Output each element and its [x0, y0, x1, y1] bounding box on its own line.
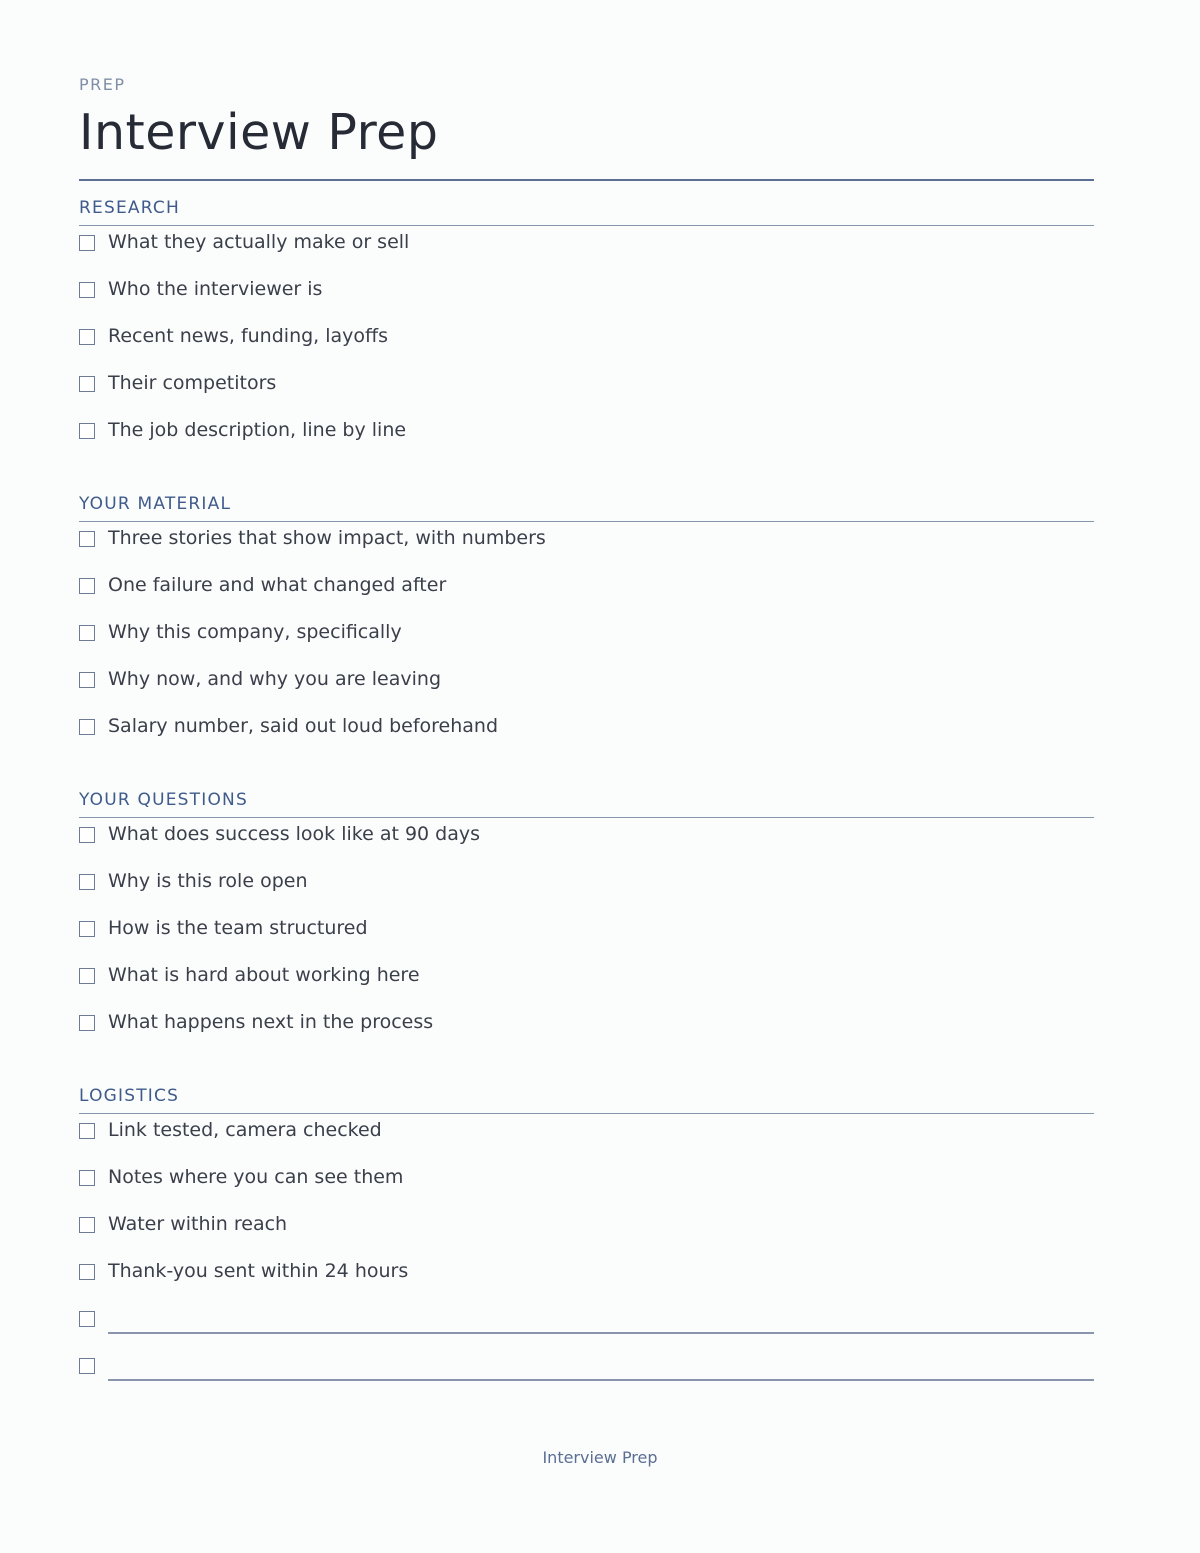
checklist-item-label: What does success look like at 90 days: [108, 823, 481, 845]
checklist-item: [79, 1208, 1094, 1255]
checklist-item-label: The job description, line by line: [108, 419, 407, 441]
title-divider: [79, 179, 1094, 181]
checklist-item-label: Their competitors: [108, 372, 277, 394]
checkbox[interactable]: [79, 672, 95, 688]
checklist-item-label: Water within reach: [108, 1213, 288, 1235]
checkbox[interactable]: [79, 921, 95, 937]
section-header: [79, 198, 1094, 226]
section-title: YOUR QUESTIONS: [79, 790, 248, 810]
section-header: [79, 494, 1094, 522]
section-title: YOUR MATERIAL: [79, 494, 232, 514]
checklist-item: [79, 616, 1094, 663]
checkbox[interactable]: [79, 1311, 95, 1327]
checklist-item-label: One failure and what changed after: [108, 574, 447, 596]
checklist-item: [79, 959, 1094, 1006]
blank-write-in-line[interactable]: [108, 1379, 1094, 1381]
checklist-item-label: Why is this role open: [108, 870, 308, 892]
checklist-item-label: Who the interviewer is: [108, 278, 323, 300]
checkbox[interactable]: [79, 578, 95, 594]
checklist-item-label: Why this company, specifically: [108, 621, 402, 643]
blank-checklist-item: [79, 1302, 1094, 1349]
checklist-item: [79, 1255, 1094, 1302]
checkbox[interactable]: [79, 874, 95, 890]
checkbox[interactable]: [79, 1170, 95, 1186]
section-title: RESEARCH: [79, 198, 180, 218]
checklist-item-label: Link tested, camera checked: [108, 1119, 382, 1141]
checklist-item: [79, 663, 1094, 710]
section-your-questions: [79, 790, 1094, 1053]
checkbox[interactable]: [79, 1217, 95, 1233]
checklist-item: [79, 367, 1094, 414]
checkbox[interactable]: [79, 1015, 95, 1031]
checkbox[interactable]: [79, 423, 95, 439]
checklist-item: [79, 522, 1094, 569]
section-your-material: [79, 494, 1094, 757]
checklist-item: [79, 818, 1094, 865]
checkbox[interactable]: [79, 235, 95, 251]
page-footer: Interview Prep: [542, 1448, 658, 1467]
checklist-item: [79, 865, 1094, 912]
checklist-item: [79, 1006, 1094, 1053]
checkbox[interactable]: [79, 827, 95, 843]
checkbox[interactable]: [79, 329, 95, 345]
checklist-item-label: What is hard about working here: [108, 964, 420, 986]
checklist-item-label: What they actually make or sell: [108, 231, 410, 253]
checkbox[interactable]: [79, 282, 95, 298]
checklist-item: [79, 710, 1094, 757]
checklist-item: [79, 569, 1094, 616]
checkbox[interactable]: [79, 719, 95, 735]
checklist-item-label: Three stories that show impact, with numbers: [108, 527, 546, 549]
checklist-item: [79, 1114, 1094, 1161]
section-logistics: [79, 1086, 1094, 1396]
checkbox[interactable]: [79, 1358, 95, 1374]
checklist-item-label: Thank-you sent within 24 hours: [108, 1260, 409, 1282]
checkbox[interactable]: [79, 1123, 95, 1139]
checkbox[interactable]: [79, 376, 95, 392]
checklist-item: [79, 273, 1094, 320]
checklist-item-label: Salary number, said out loud beforehand: [108, 715, 499, 737]
blank-checklist-item: [79, 1349, 1094, 1396]
section-research: [79, 198, 1094, 461]
page-eyebrow: PREP: [79, 75, 126, 94]
blank-write-in-line[interactable]: [108, 1332, 1094, 1334]
checkbox[interactable]: [79, 1264, 95, 1280]
checklist-item: [79, 912, 1094, 959]
section-header: [79, 790, 1094, 818]
checklist-item-label: How is the team structured: [108, 917, 368, 939]
checklist-item-label: Notes where you can see them: [108, 1166, 404, 1188]
checklist-item: [79, 414, 1094, 461]
section-title: LOGISTICS: [79, 1086, 180, 1106]
checkbox[interactable]: [79, 968, 95, 984]
checkbox[interactable]: [79, 531, 95, 547]
checkbox[interactable]: [79, 625, 95, 641]
checklist-item-label: What happens next in the process: [108, 1011, 434, 1033]
checklist-item: [79, 226, 1094, 273]
section-header: [79, 1086, 1094, 1114]
page-title: Interview Prep: [79, 104, 439, 161]
checklist-item-label: Why now, and why you are leaving: [108, 668, 442, 690]
checklist-item: [79, 320, 1094, 367]
checklist-item-label: Recent news, funding, layoffs: [108, 325, 389, 347]
checklist-item: [79, 1161, 1094, 1208]
